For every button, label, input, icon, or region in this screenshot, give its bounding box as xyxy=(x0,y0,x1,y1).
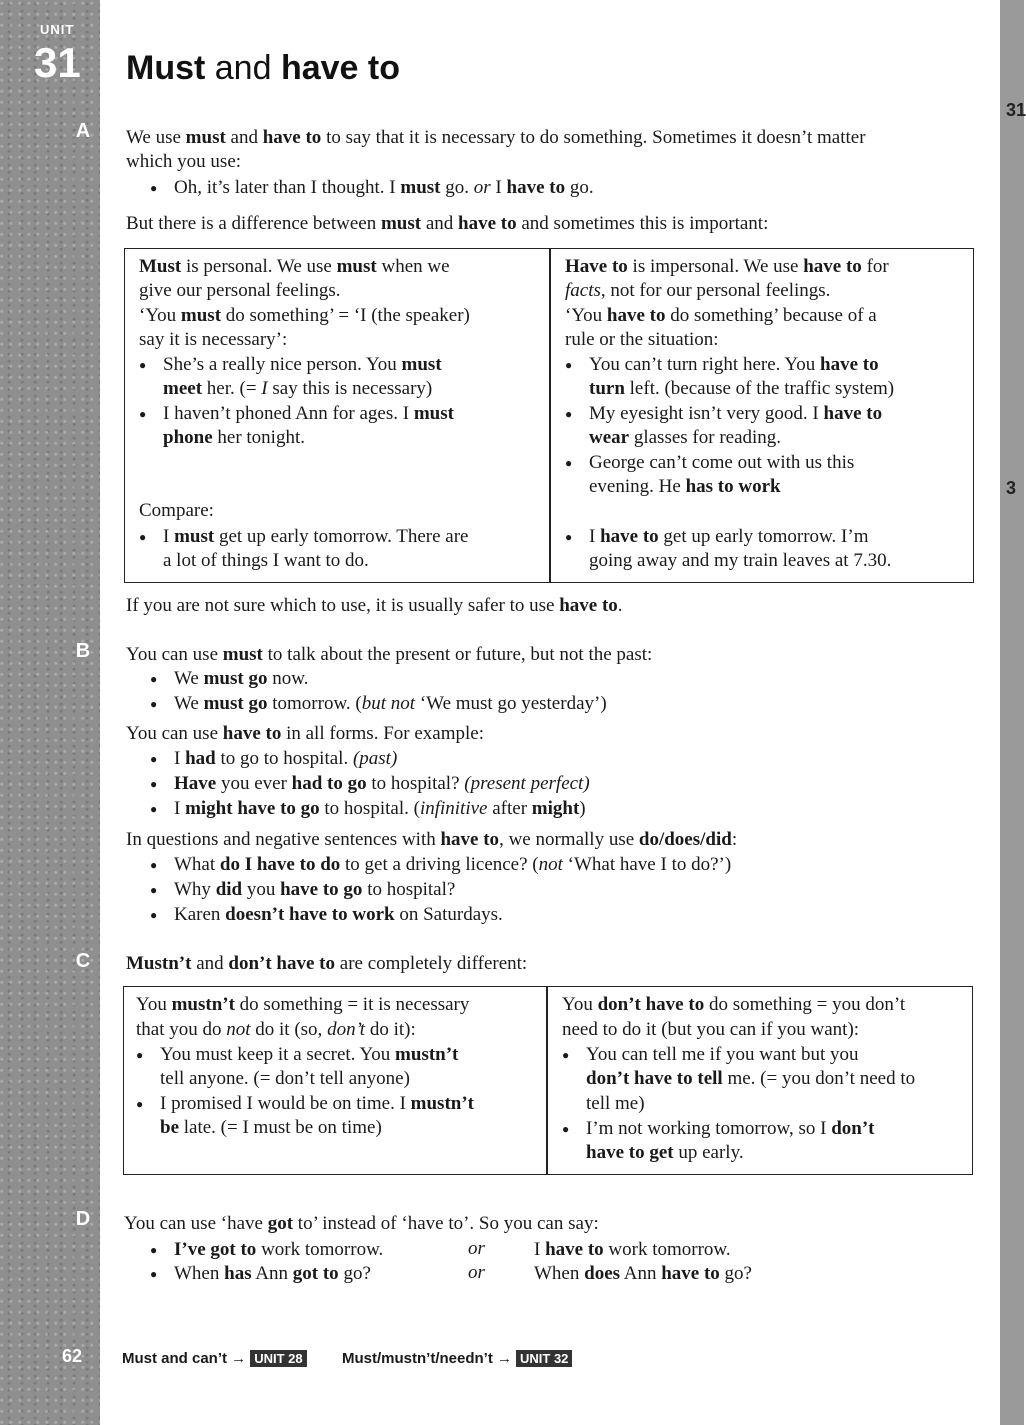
right-bullet-1: ● You can tell me if you want but you xyxy=(586,1043,859,1068)
section-letter-a: A xyxy=(75,120,91,142)
example-bullet: ● I had to go to hospital. (past) xyxy=(174,747,994,771)
right-cell-line1: You don’t have to do something = you don’t xyxy=(562,994,906,1015)
page-title: Must and have to xyxy=(126,49,400,87)
example-alt: I have to work tomorrow. xyxy=(534,1239,731,1260)
right-cell-line2: facts, not for our personal feelings. xyxy=(565,280,831,301)
example-bullet: ● Why did you have to go to hospital? xyxy=(174,878,994,902)
section-a-difference: But there is a difference between must and have to and sometimes this is important: xyxy=(126,213,769,234)
section-b-questions: In questions and negative sentences with have to, we normally use do/does/did: xyxy=(126,829,738,850)
left-cell-line2: give our personal feelings. xyxy=(139,280,341,301)
table-divider xyxy=(546,987,548,1174)
right-compare-bullet: ● I have to get up early tomorrow. I’m xyxy=(589,525,868,550)
right-cell-line1: Have to is impersonal. We use have to for xyxy=(565,256,889,277)
example-bullet: ● Oh, it’s later than I thought. I must go. or I have to go. xyxy=(174,176,994,200)
left-bullet-2-cont: phone her tonight. xyxy=(163,427,305,448)
right-bullet-2: ● My eyesight isn’t very good. I have to xyxy=(589,402,882,427)
edge-mark: 3 xyxy=(1006,478,1017,498)
example-bullet: ● I’ve got to work tomorrow. xyxy=(174,1238,454,1262)
example-bullet: ● When has Ann got to go? xyxy=(174,1262,454,1286)
must-vs-have-to-table xyxy=(124,248,974,583)
page-number: 62 xyxy=(62,1346,83,1366)
right-bullet-1-cont: don’t have to tell me. (= you don’t need to xyxy=(586,1068,916,1089)
unit-label: UNIT xyxy=(40,22,75,37)
example-bullet: ● We must go now. xyxy=(174,667,994,691)
left-bullet-1: ● She’s a really nice person. You must xyxy=(163,353,442,378)
left-bullet-2: ● I promised I would be on time. I mustn’t xyxy=(160,1092,474,1117)
left-cell-line1: Must is personal. We use must when we xyxy=(139,256,450,277)
cross-ref-unit-32[interactable]: Must/mustn’t/needn’t → UNIT 32 xyxy=(342,1350,572,1367)
right-bullet-3: ● George can’t come out with us this xyxy=(589,451,854,476)
table-divider xyxy=(549,249,551,582)
left-cell-line1: You mustn’t do something = it is necessary xyxy=(136,994,470,1015)
page-edge xyxy=(1000,0,1024,1425)
example-bullet: ● Karen doesn’t have to work on Saturdays. xyxy=(174,903,994,927)
mustnt-vs-dont-have-to-table xyxy=(123,986,973,1175)
example-alt: When does Ann have to go? xyxy=(534,1263,752,1284)
left-bullet-2: ● I haven’t phoned Ann for ages. I must xyxy=(163,402,454,427)
right-bullet-1: ● You can’t turn right here. You have to xyxy=(589,353,879,378)
unit-tag[interactable]: UNIT 28 xyxy=(250,1350,306,1367)
unit-number: 31 xyxy=(34,39,81,86)
example-bullet: ● What do I have to do to get a driving licence? (not ‘What have I to do?’) xyxy=(174,853,994,877)
right-cell-line4: rule or the situation: xyxy=(565,329,719,350)
edge-unit-number: 31 xyxy=(1006,100,1026,120)
section-a-intro: We use must and have to to say that it is necessary to do something. Sometimes it doesn’t matter xyxy=(126,127,866,148)
right-cell-line2: need to do it (but you can if you want): xyxy=(562,1019,860,1040)
left-compare-bullet: ● I must get up early tomorrow. There are xyxy=(163,525,469,550)
cross-ref-unit-28[interactable]: Must and can’t → UNIT 28 xyxy=(122,1350,307,1367)
right-bullet-2-cont: have to get up early. xyxy=(586,1142,744,1163)
example-bullet: ● I might have to go to hospital. (infinitive after might) xyxy=(174,797,994,821)
right-cell-line3: ‘You have to do something’ because of a xyxy=(565,305,877,326)
left-bullet-2-cont: be late. (= I must be on time) xyxy=(160,1117,382,1138)
section-letter-b: B xyxy=(75,640,91,662)
left-bullet-1-cont: tell anyone. (= don’t tell anyone) xyxy=(160,1068,410,1089)
left-cell-line3: ‘You must do something’ = ‘I (the speaker) xyxy=(139,305,470,326)
right-bullet-1-cont2: tell me) xyxy=(586,1093,645,1114)
unit-tag[interactable]: UNIT 32 xyxy=(516,1350,572,1367)
section-d-intro: You can use ‘have got to’ instead of ‘have to’. So you can say: xyxy=(124,1213,599,1234)
section-b-forms: You can use have to in all forms. For example: xyxy=(126,723,484,744)
section-a-advice: If you are not sure which to use, it is usually safer to use have to. xyxy=(126,595,623,616)
or-label: or xyxy=(468,1262,485,1283)
left-cell-line4: say it is necessary’: xyxy=(139,329,288,350)
right-bullet-1-cont: turn left. (because of the traffic system) xyxy=(589,378,895,399)
section-c-intro: Mustn’t and don’t have to are completely different: xyxy=(126,953,528,974)
example-bullet: ● We must go tomorrow. (but not ‘We must go yesterday’) xyxy=(174,692,994,716)
left-cell-line2: that you do not do it (so, don’t do it): xyxy=(136,1019,416,1040)
right-bullet-2: ● I’m not working tomorrow, so I don’t xyxy=(586,1117,875,1142)
section-letter-d: D xyxy=(75,1208,91,1230)
left-bullet-1: ● You must keep it a secret. You mustn’t xyxy=(160,1043,458,1068)
right-bullet-2-cont: wear glasses for reading. xyxy=(589,427,782,448)
section-b-intro: You can use must to talk about the present or future, but not the past: xyxy=(126,644,653,665)
left-compare-cont: a lot of things I want to do. xyxy=(163,550,369,571)
left-bullet-1-cont: meet her. (= I say this is necessary) xyxy=(163,378,433,399)
example-bullet: ● Have you ever had to go to hospital? (present perfect) xyxy=(174,772,994,796)
compare-label: Compare: xyxy=(139,500,214,521)
section-letter-c: C xyxy=(75,950,91,972)
right-bullet-3-cont: evening. He has to work xyxy=(589,476,781,497)
right-compare-cont: going away and my train leaves at 7.30. xyxy=(589,550,892,571)
section-a-intro-line2: which you use: xyxy=(126,151,242,172)
or-label: or xyxy=(468,1238,485,1259)
